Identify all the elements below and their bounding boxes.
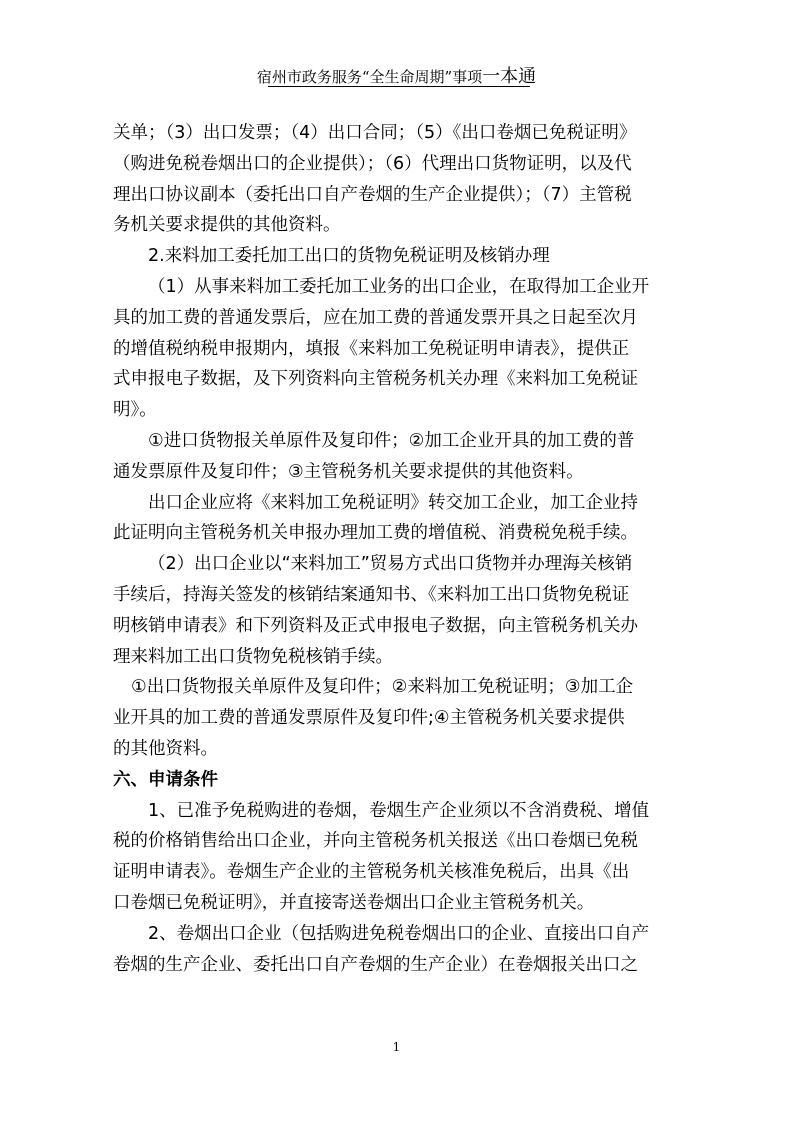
- text-line: 2、卷烟出口企业（包括购进免税卷烟出口的企业、直接出口自产: [148, 923, 650, 944]
- text-line: 的其他资料。: [113, 738, 218, 759]
- section-heading: 2.来料加工委托加工出口的货物免税证明及核销办理: [148, 246, 550, 267]
- text-line: 的增值税纳税申报期内，填报《来料加工免税证明申请表》，提供正: [113, 338, 630, 359]
- text-line: 1、已准予免税购进的卷烟，卷烟生产企业须以不含消费税、增值: [148, 800, 650, 821]
- text-line: 税的价格销售给出口企业，并向主管税务机关报送《出口卷烟已免税: [113, 831, 638, 852]
- header-title: 宿州市政务服务“全生命周期”事项: [256, 68, 483, 86]
- text-line: 具的加工费的普通发票后，应在加工费的普通发票开具之日起至次月: [113, 307, 638, 328]
- text-line: 式申报电子数据，及下列资料向主管税务机关办理《来料加工免税证: [113, 369, 638, 390]
- text-line: 务机关要求提供的其他资料。: [113, 215, 341, 236]
- text-line: （购进免税卷烟出口的企业提供）；（6）代理出口货物证明，以及代: [113, 153, 632, 174]
- page-number: 1: [392, 1040, 401, 1054]
- text-line: ①进口货物报关单原件及复印件；②加工企业开具的加工费的普: [148, 430, 635, 451]
- document-body: [113, 118, 681, 980]
- page-header: [0, 62, 793, 88]
- text-line: ①出口货物报关单原件及复印件；②来料加工免税证明；③加工企: [131, 677, 634, 698]
- header-title-tail: 一本通: [482, 66, 537, 87]
- text-line: 出口企业应将《来料加工免税证明》转交加工企业，加工企业持: [148, 492, 638, 513]
- text-line: （2）出口企业以“来料加工”贸易方式出口货物并办理海关核销: [148, 554, 633, 575]
- text-line: 明》。: [113, 400, 157, 421]
- text-line: （1）从事来料加工委托加工业务的出口企业，在取得加工企业开: [148, 276, 650, 297]
- text-line: 手续后，持海关签发的核销结案通知书、《来料加工出口货物免税证: [113, 584, 630, 605]
- text-line: 通发票原件及复印件；③主管税务机关要求提供的其他资料。: [113, 461, 584, 482]
- text-line: 明核销申请表》和下列资料及正式申报电子数据，向主管税务机关办: [113, 615, 638, 636]
- header-rule: [268, 86, 530, 87]
- text-line: 口卷烟已免税证明》，并直接寄送卷烟出口企业主管税务机关。: [113, 892, 595, 913]
- text-line: 此证明向主管税务机关申报办理加工费的增值税、消费税免税手续。: [113, 523, 638, 544]
- text-line: 理来料加工出口货物免税核销手续。: [113, 646, 393, 667]
- section-heading: 六、申请条件: [113, 769, 218, 790]
- text-line: 理出口协议副本（委托出口自产卷烟的生产企业提供）；（7）主管税: [113, 184, 632, 205]
- text-line: 卷烟的生产企业、委托出口自产卷烟的生产企业）在卷烟报关出口之: [113, 954, 638, 975]
- text-line: 关单；（3）出口发票；（4）出口合同；（5）《出口卷烟已免税证明》: [113, 123, 637, 143]
- text-line: 证明申请表》。卷烟生产企业的主管税务机关核准免税后，出具《出: [113, 862, 630, 883]
- text-line: 业开具的加工费的普通发票原件及复印件;④主管税务机关要求提供: [113, 708, 625, 729]
